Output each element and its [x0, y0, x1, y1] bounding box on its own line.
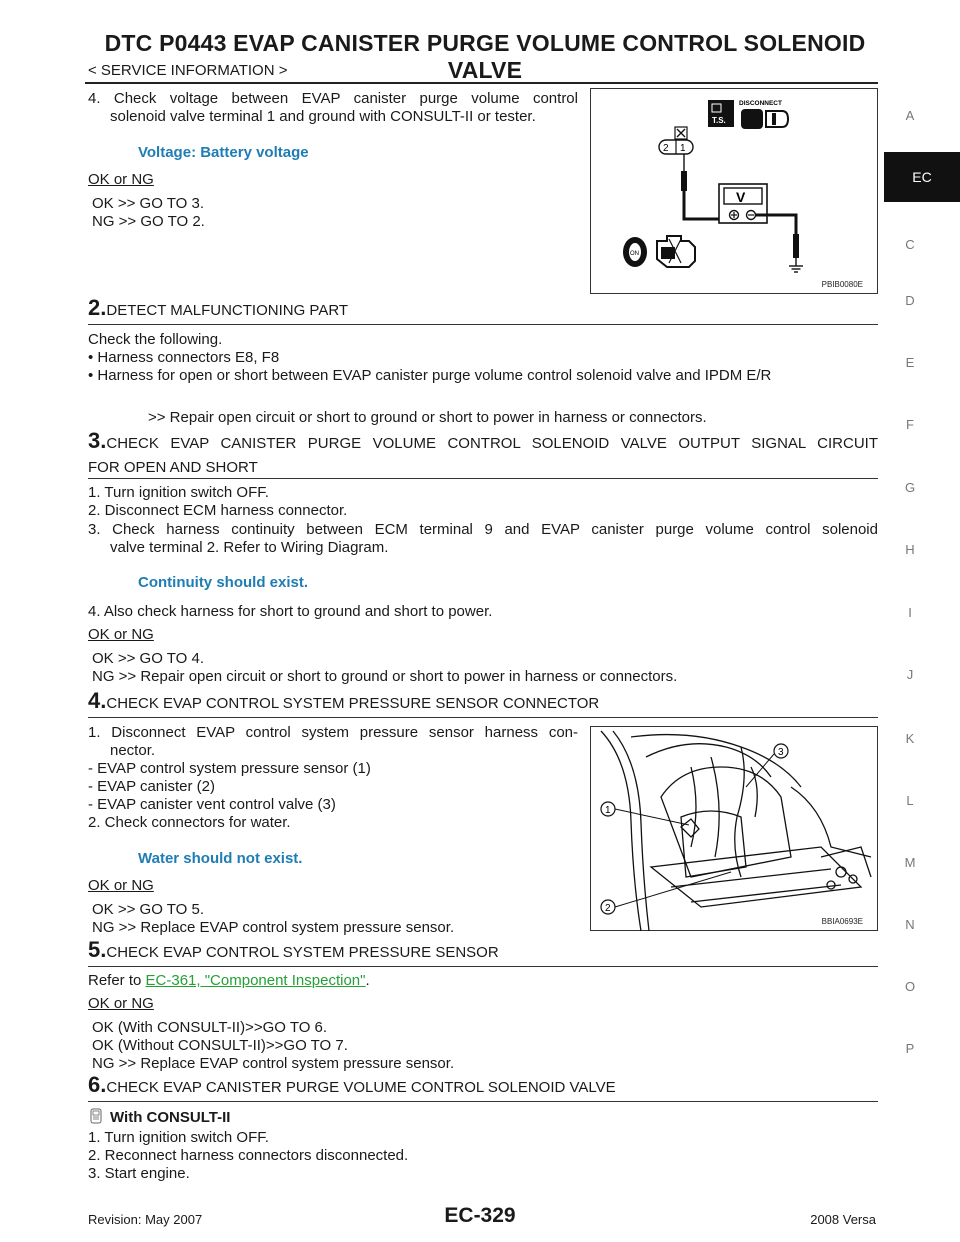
instruction-line: 1. Turn ignition switch OFF. [88, 1129, 269, 1146]
component-inspection-link[interactable]: EC-361, "Component Inspection" [145, 972, 366, 989]
instruction-line: 2. Disconnect ECM harness connector. [88, 502, 348, 519]
ts-label: T.S. [712, 116, 726, 125]
meter-label: V [736, 189, 746, 205]
sub-item: - EVAP canister (2) [88, 778, 215, 795]
sidebar-letter-n[interactable]: N [905, 917, 915, 932]
instruction-line: 1. Disconnect EVAP control system pressure sensor harness con- [88, 724, 578, 741]
figure-code: BBIA0693E [821, 917, 863, 926]
sidebar-letter-o[interactable]: O [904, 979, 916, 994]
sidebar-letter-g[interactable]: G [904, 480, 916, 495]
reference-line [88, 971, 370, 990]
ground-probe [793, 234, 799, 258]
ng-result: NG >> GO TO 2. [92, 213, 205, 230]
instruction-line: 4. Also check harness for short to ground and short to power. [88, 603, 493, 620]
consult-tool-icon [88, 1108, 104, 1124]
result-text: >> Repair open circuit or short to ground or short to power in harness or connectors. [148, 409, 707, 426]
step-3-heading [88, 428, 878, 454]
sidebar-letter-a[interactable]: A [905, 108, 915, 123]
callout-3-label: 3 [778, 747, 784, 758]
sidebar-letter-k[interactable]: K [905, 731, 915, 746]
solenoid-connector-icon [659, 127, 693, 154]
sidebar-letter-j[interactable]: J [906, 667, 914, 682]
step-divider [88, 966, 878, 967]
step-6-heading [88, 1072, 616, 1098]
sidebar-letter-e[interactable]: E [905, 355, 915, 370]
voltage-check-figure [590, 88, 878, 294]
ok-ng-label: OK or NG [88, 995, 154, 1012]
sidebar-letter-f[interactable]: F [906, 417, 914, 432]
pin-2-label: 2 [663, 143, 669, 154]
step-title: CHECK EVAP CANISTER PURGE VOLUME CONTROL SOLENOID VALVE [106, 1079, 616, 1096]
sidebar-letter-l[interactable]: L [906, 793, 914, 808]
ok-result: OK (With CONSULT-II)>>GO TO 6. [92, 1019, 328, 1036]
footer-model: 2008 Versa [810, 1212, 876, 1227]
callout-1-label: 1 [605, 805, 611, 816]
section-subtitle: < SERVICE INFORMATION > [88, 62, 288, 79]
step-number: 5. [88, 937, 107, 962]
step-number: 3. [88, 428, 107, 453]
bullet-item: • Harness connectors E8, F8 [88, 349, 280, 366]
ground-icon [789, 258, 803, 272]
with-consult-label: With CONSULT-II [110, 1109, 231, 1126]
callout-3 [746, 744, 788, 787]
instruction-line: valve terminal 2. Refer to Wiring Diagram. [110, 539, 389, 556]
step-number: 2. [88, 295, 107, 320]
sub-item: - EVAP canister vent control valve (3) [88, 796, 336, 813]
instruction-line: 4. Check voltage between EVAP canister purge volume control [88, 90, 578, 107]
ts-icon [708, 100, 734, 127]
step-title-continued: FOR OPEN AND SHORT [88, 459, 258, 476]
step-divider [88, 717, 878, 718]
sidebar-letter-m[interactable]: M [904, 855, 916, 870]
disconnect-connector-icon [739, 100, 788, 129]
spec-text: Continuity should exist. [138, 574, 309, 591]
ok-ng-label: OK or NG [88, 877, 154, 894]
header-divider [85, 82, 878, 84]
ignition-key-icon [623, 237, 647, 267]
sensor-location-illustration [591, 727, 879, 932]
sidebar-tab-ec[interactable]: EC [884, 152, 960, 202]
step-title: CHECK EVAP CONTROL SYSTEM PRESSURE SENSOR [106, 944, 499, 961]
instruction-line: 3. Check harness continuity between ECM terminal 9 and EVAP canister purge volume control solenoid [88, 521, 878, 538]
instruction-line: 1. Turn ignition switch OFF. [88, 484, 269, 501]
reference-suffix: . [365, 972, 370, 989]
disconnect-label: DISCONNECT [739, 100, 782, 107]
step-title: CHECK EVAP CANISTER PURGE VOLUME CONTROL SOLENOID VALVE OUTPUT SIGNAL CIRCUIT [106, 435, 878, 452]
with-consult-line [88, 1108, 230, 1127]
ok-ng-label: OK or NG [88, 626, 154, 643]
step-number: 4. [88, 688, 107, 713]
spec-text: Water should not exist. [138, 850, 303, 867]
step-5-heading [88, 937, 499, 963]
sidebar-letter-d[interactable]: D [905, 293, 915, 308]
step-4-heading [88, 688, 599, 714]
engine-icon [657, 236, 695, 267]
sidebar-letter-h[interactable]: H [905, 542, 915, 557]
instruction-line: Check the following. [88, 331, 223, 348]
figure-code: PBIB0080E [821, 280, 863, 289]
ok-result: OK (Without CONSULT-II)>>GO TO 7. [92, 1037, 348, 1054]
page-title: DTC P0443 EVAP CANISTER PURGE VOLUME CONTROL SOLENOID VALVE [104, 30, 866, 83]
ok-result: OK >> GO TO 5. [92, 901, 204, 918]
step-divider [88, 324, 878, 325]
bullet-item: • Harness for open or short between EVAP canister purge volume control solenoid valve and IPDM E/R [88, 367, 772, 384]
footer-revision: Revision: May 2007 [88, 1212, 203, 1227]
reference-prefix: Refer to [88, 972, 146, 989]
ok-ng-label: OK or NG [88, 171, 154, 188]
step-title: CHECK EVAP CONTROL SYSTEM PRESSURE SENSOR CONNECTOR [106, 695, 600, 712]
step-2-heading [88, 295, 348, 321]
step-title: DETECT MALFUNCTIONING PART [106, 302, 349, 319]
pin-1-label: 1 [680, 143, 686, 154]
sidebar-letter-c[interactable]: C [905, 237, 915, 252]
ng-result: NG >> Repair open circuit or short to ground or short to power in harness or connectors. [92, 668, 678, 685]
instruction-line: 2. Check connectors for water. [88, 814, 291, 831]
sensor-location-figure [590, 726, 878, 931]
instruction-line: nector. [110, 742, 156, 759]
step-divider [88, 478, 878, 479]
spec-text: Voltage: Battery voltage [138, 144, 309, 161]
step-divider [88, 1101, 878, 1102]
ok-result: OK >> GO TO 3. [92, 195, 204, 212]
ignition-on-label: ON [630, 251, 639, 257]
sidebar-letter-p[interactable]: P [905, 1041, 915, 1056]
sidebar-letter-i[interactable]: I [908, 605, 912, 620]
voltmeter-icon [719, 184, 767, 223]
callout-2-label: 2 [605, 903, 611, 914]
callout-1 [601, 802, 689, 825]
step-number: 6. [88, 1072, 107, 1097]
instruction-line: 3. Start engine. [88, 1165, 190, 1182]
ng-result: NG >> Replace EVAP control system pressure sensor. [92, 1055, 455, 1072]
page-number: EC-329 [444, 1204, 516, 1227]
sub-item: - EVAP control system pressure sensor (1) [88, 760, 371, 777]
ok-result: OK >> GO TO 4. [92, 650, 204, 667]
positive-probe [681, 171, 687, 191]
instruction-line: 2. Reconnect harness connectors disconnected. [88, 1147, 409, 1164]
instruction-line: solenoid valve terminal 1 and ground with CONSULT-II or tester. [110, 108, 536, 125]
voltage-check-illustration [591, 89, 879, 295]
ng-result: NG >> Replace EVAP control system pressure sensor. [92, 919, 455, 936]
